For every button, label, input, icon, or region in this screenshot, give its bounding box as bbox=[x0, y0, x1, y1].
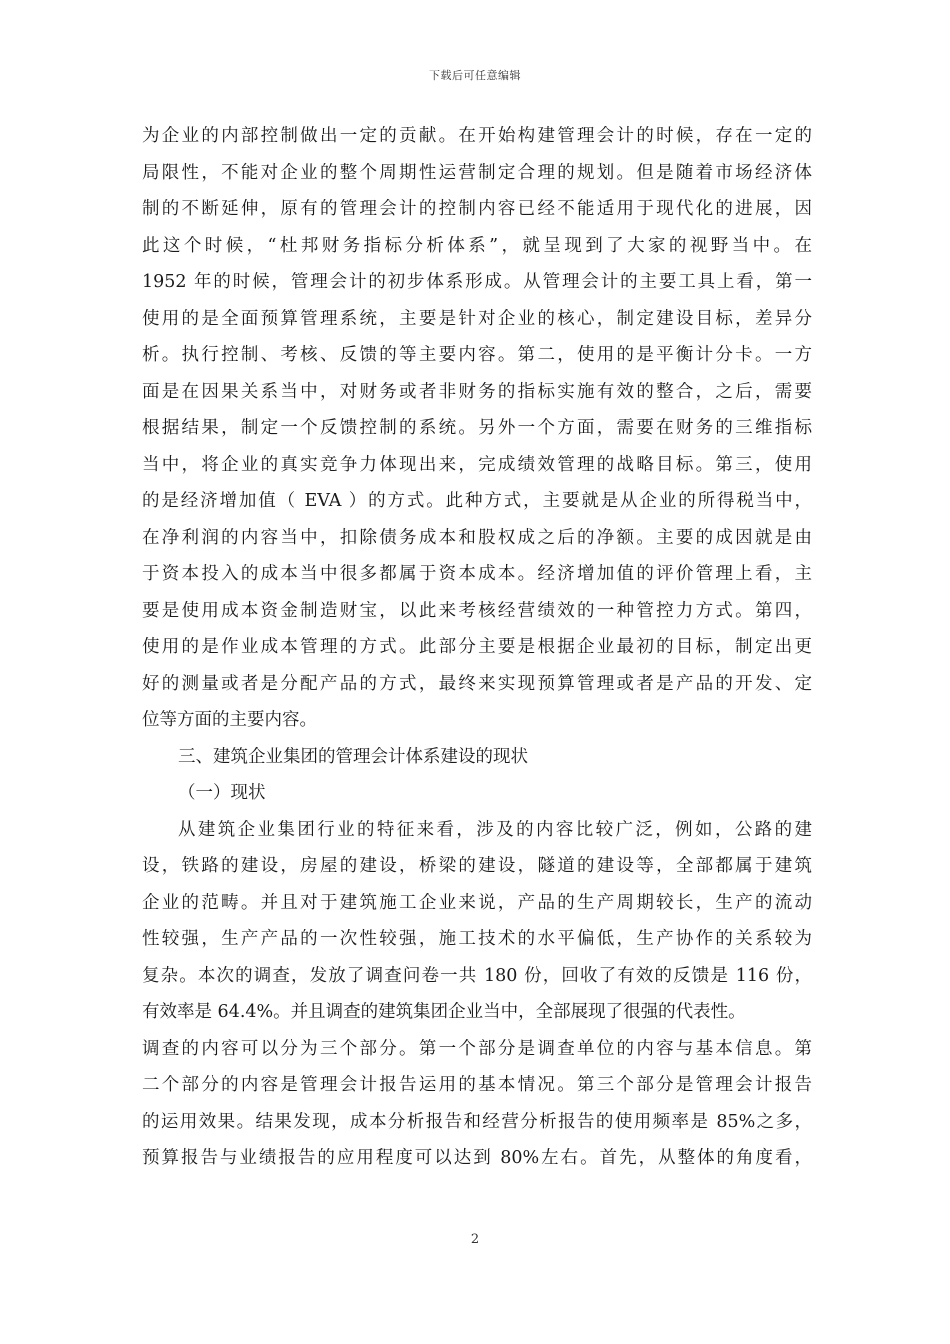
text-line: 的是经济增加值（ EVA ）的方式。此种方式，主要就是从企业的所得税当中， bbox=[142, 491, 812, 511]
text-line: 此这个时候，“杜邦财务指标分析体系”，就呈现到了大家的视野当中。在 bbox=[142, 235, 812, 256]
page-number: 2 bbox=[470, 1232, 480, 1247]
text-line: 好的测量或者是分配产品的方式，最终来实现预算管理或者是产品的开发、定 bbox=[142, 673, 812, 694]
text-line: 当中，将企业的真实竞争力体现出来，完成绩效管理的战略目标。第三，使用 bbox=[142, 454, 812, 475]
text-line: 二个部分的内容是管理会计报告运用的基本情况。第三个部分是管理会计报告 bbox=[142, 1075, 812, 1095]
text-line: 要是使用成本资金制造财宝，以此来考核经营绩效的一种管控力方式。第四， bbox=[142, 600, 812, 621]
text-line: 根据结果，制定一个反馈控制的系统。另外一个方面，需要在财务的三维指标 bbox=[142, 418, 812, 438]
text-line: 面是在因果关系当中，对财务或者非财务的指标实施有效的整合，之后，需要 bbox=[142, 381, 812, 402]
text-line: 性较强，生产产品的一次性较强，施工技术的水平偏低，生产协作的关系较为 bbox=[142, 929, 812, 949]
text-line: 局限性，不能对企业的整个周期性运营制定合理的规划。但是随着市场经济体 bbox=[142, 162, 812, 183]
text-line: 使用的是作业成本管理的方式。此部分主要是根据企业最初的目标，制定出更 bbox=[142, 637, 812, 657]
page-header: 下载后可任意编辑 bbox=[429, 69, 521, 82]
text-line: 1952 年的时候，管理会计的初步体系形成。从管理会计的主要工具上看，第一 bbox=[142, 272, 812, 292]
text-line: 制的不断延伸，原有的管理会计的控制内容已经不能适用于现代化的进展，因 bbox=[142, 199, 812, 219]
text-line: 设，铁路的建设，房屋的建设，桥梁的建设，隧道的建设等，全部都属于建筑 bbox=[142, 856, 812, 876]
text-line: 企业的范畴。并且对于建筑施工企业来说，产品的生产周期较长，生产的流动 bbox=[142, 892, 812, 913]
text-line: 析。执行控制、考核、反馈的等主要内容。第二，使用的是平衡计分卡。一方 bbox=[142, 345, 812, 365]
text-line: 复杂。本次的调查，发放了调查问卷一共 180 份，回收了有效的反馈是 116 份， bbox=[142, 965, 812, 986]
section-heading: 三、建筑企业集团的管理会计体系建设的现状 bbox=[178, 746, 528, 767]
body-text bbox=[142, 118, 812, 1177]
subsection-heading: （一）现状 bbox=[178, 783, 266, 803]
text-line: 有效率是 64.4%。并且调查的建筑集团企业当中，全部展现了很强的代表性。 bbox=[142, 1002, 746, 1022]
text-line: 位等方面的主要内容。 bbox=[142, 710, 317, 730]
text-line: 为企业的内部控制做出一定的贡献。在开始构建管理会计的时候，存在一定的 bbox=[142, 126, 812, 146]
text-line: 使用的是全面预算管理系统，主要是针对企业的核心，制定建设目标，差异分 bbox=[142, 308, 812, 329]
text-line: 在净利润的内容当中，扣除债务成本和股权成之后的净额。主要的成因就是由 bbox=[142, 527, 812, 548]
text-line: 调查的内容可以分为三个部分。第一个部分是调查单位的内容与基本信息。第 bbox=[142, 1038, 812, 1059]
text-line: 预算报告与业绩报告的应用程度可以达到 80%左右。首先，从整体的角度看， bbox=[142, 1148, 812, 1168]
text-line: 于资本投入的成本当中很多都属于资本成本。经济增加值的评价管理上看，主 bbox=[142, 564, 812, 584]
text-line: 的运用效果。结果发现，成本分析报告和经营分析报告的使用频率是 85%之多， bbox=[142, 1111, 812, 1132]
text-line: 从建筑企业集团行业的特征来看，涉及的内容比较广泛，例如，公路的建 bbox=[178, 819, 812, 840]
